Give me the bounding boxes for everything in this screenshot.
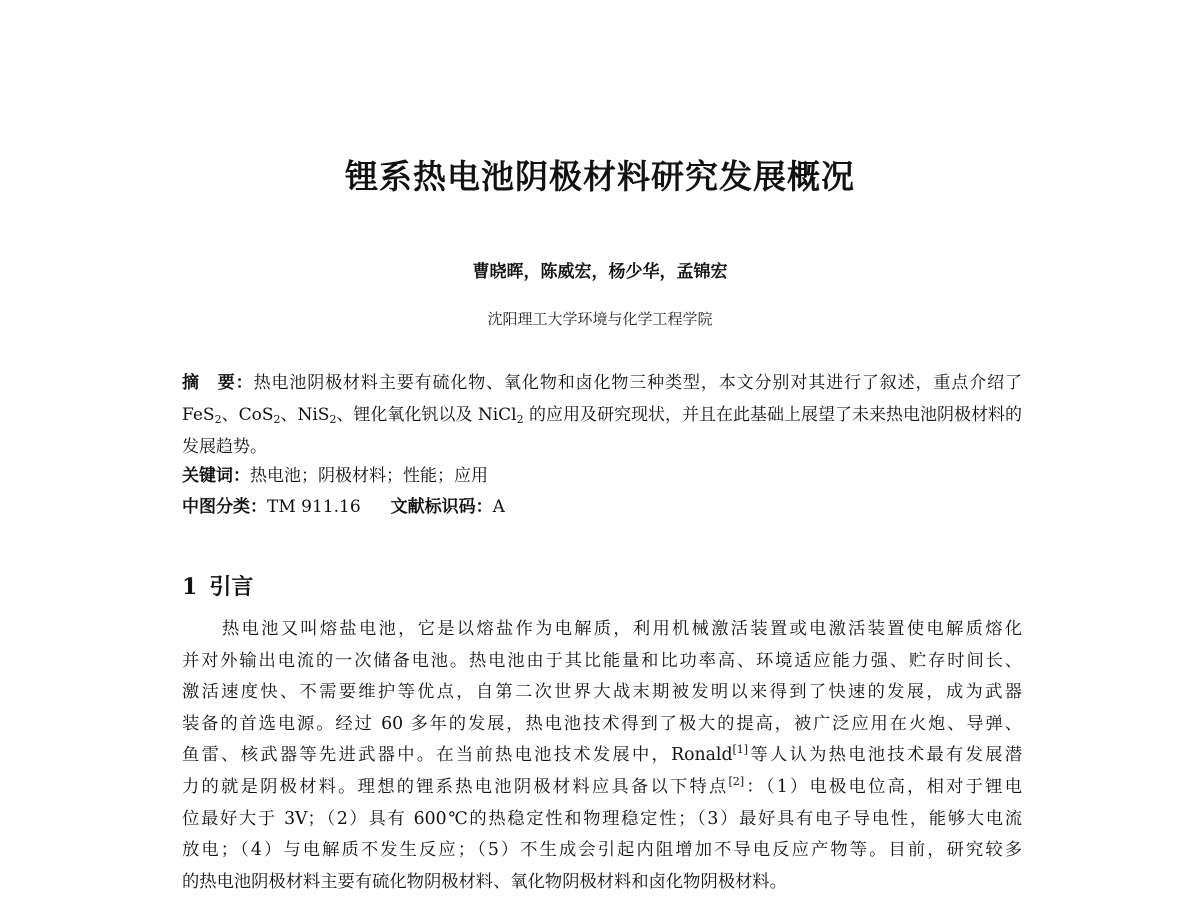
abstract <box>182 367 1022 463</box>
body-text: 力的就是阴极材料。理想的锂系热电池阴极材料应具备以下特点 <box>182 776 729 797</box>
author-list: 曹晓晖，陈威宏，杨少华，孟锦宏 <box>472 262 728 282</box>
abstract-text-1: 热电池阴极材料主要有硫化物、氧化物和卤化物三种类型，本文分别对其进行了叙述，重点介绍了 FeS <box>182 373 1023 425</box>
keywords <box>182 462 1022 490</box>
doc-code-value: A <box>492 497 505 517</box>
subscript-2: 2 <box>329 413 337 426</box>
abstract-label: 摘 要： <box>182 373 254 393</box>
abstract-text-3: 、NiS <box>280 405 330 425</box>
body-line: 放电；（4）与电解质不发生反应；（5）不生成会引起内阻增加不导电反应产物等。目前，研究较多 <box>182 840 1022 861</box>
abstract-text-4: 、锂化氧化钒以及 NiCl <box>336 405 517 425</box>
keywords-text: 热电池；阴极材料；性能；应用 <box>250 466 488 486</box>
body-line <box>182 772 1022 804</box>
body-text: 鱼雷、核武器等先进武器中。在当前热电池技术发展中，Ronald <box>182 745 733 766</box>
body-line: 的热电池阴极材料主要有硫化物阴极材料、氧化物阴极材料和卤化物阴极材料。 <box>182 871 787 892</box>
section-body <box>182 614 1022 898</box>
body-line: 位最好大于 3V；（2）具有 600℃的热稳定性和物理稳定性；（3）最好具有电子导电性，能够大电流 <box>182 808 1022 829</box>
abstract-paragraph <box>182 367 1022 463</box>
body-line: 装备的首选电源。经过 60 多年的发展，热电池技术得到了极大的提高，被广泛应用在火炮、导弹、 <box>182 713 1022 734</box>
body-line <box>182 740 1022 772</box>
section-title: 引言 <box>209 575 254 600</box>
affiliation: 沈阳理工大学环境与化学工程学院 <box>487 310 713 328</box>
body-line: 激活速度快、不需要维护等优点，自第二次世界大战末期被发明以来得到了快速的发展，成为武器 <box>182 682 1022 703</box>
body-text: 等人认为热电池技术最有发展潜 <box>748 745 1022 766</box>
section-heading <box>182 570 253 605</box>
body-line: 并对外输出电流的一次储备电池。热电池由于其比能量和比功率高、环境适应能力强、贮存时间长、 <box>182 650 1022 671</box>
body-text: ：（1）电极电位高，相对于锂电 <box>744 776 1022 797</box>
citation-ref: [2] <box>728 774 745 788</box>
classification <box>182 493 1022 521</box>
citation-ref: [1] <box>732 743 749 757</box>
clc-label: 中图分类： <box>182 497 267 517</box>
abstract-text-5: 的应用及研究现状，并且在此基础上展望了未来热电池阴极材料的发展趋势。 <box>182 405 1023 457</box>
keywords-label: 关键词： <box>182 466 250 486</box>
body-line: 热电池又叫熔盐电池，它是以熔盐作为电解质，利用机械激活装置或电激活装置使电解质熔化 <box>222 619 1022 639</box>
abstract-text-2: 、CoS <box>221 405 274 425</box>
subscript-2: 2 <box>214 413 222 426</box>
doc-code-label: 文献标识码： <box>390 497 493 517</box>
subscript-2: 2 <box>273 413 281 426</box>
subscript-2: 2 <box>516 413 524 426</box>
clc-value: TM 911.16 <box>267 497 361 517</box>
paper-title: 锂系热电池阴极材料研究发展概况 <box>345 157 855 196</box>
section-number: 1 <box>182 574 198 600</box>
